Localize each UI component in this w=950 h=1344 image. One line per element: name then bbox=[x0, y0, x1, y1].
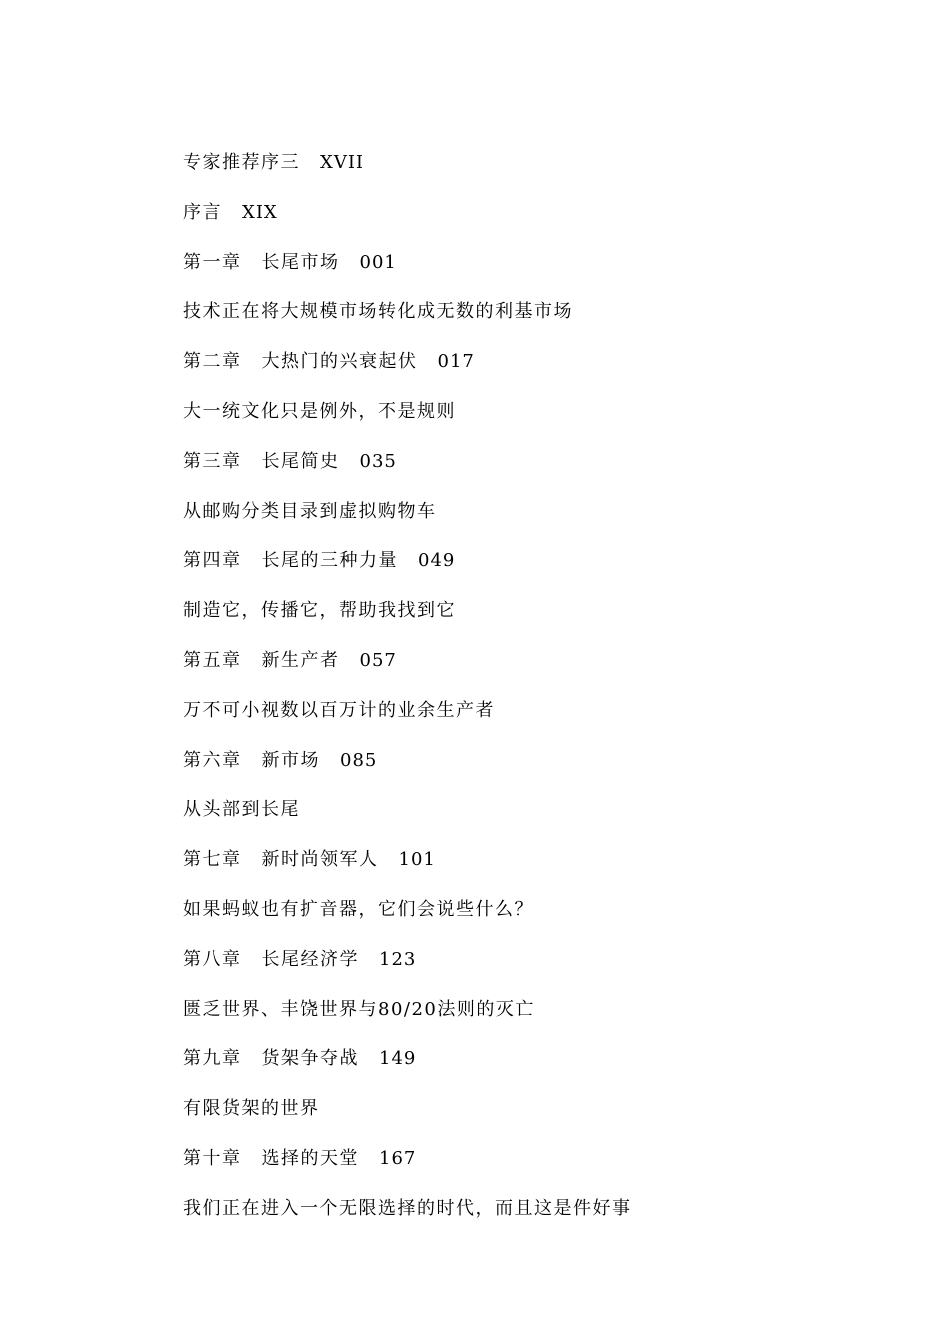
toc-label: 第六章 bbox=[183, 749, 242, 771]
toc-chapter-title: 新时尚领军人 bbox=[261, 849, 379, 871]
toc-page-number: 035 bbox=[359, 450, 397, 472]
toc-page-number: 167 bbox=[379, 1147, 417, 1169]
table-of-contents bbox=[183, 149, 883, 1245]
toc-subtitle-chapter-6: 从头部到长尾 bbox=[183, 799, 300, 821]
toc-subtitle-chapter-8: 匮乏世界、丰饶世界与80/20法则的灭亡 bbox=[183, 998, 535, 1020]
toc-entry-chapter-4 bbox=[183, 547, 883, 597]
toc-page-number: XVII bbox=[320, 152, 365, 173]
toc-entry-chapter-6 bbox=[183, 747, 883, 797]
toc-entry-chapter-2 bbox=[183, 348, 883, 398]
toc-chapter-title: 新生产者 bbox=[261, 649, 340, 671]
toc-label: 第四章 bbox=[183, 550, 242, 572]
toc-page-number: 101 bbox=[398, 849, 436, 871]
toc-chapter-title: 长尾市场 bbox=[261, 251, 340, 273]
toc-chapter-title: 大热门的兴衰起伏 bbox=[261, 351, 418, 373]
toc-entry-chapter-9 bbox=[183, 1045, 883, 1095]
toc-entry-preface bbox=[183, 199, 883, 249]
toc-page-number: 149 bbox=[379, 1048, 417, 1070]
toc-chapter-title: 货架争夺战 bbox=[261, 1048, 359, 1070]
toc-label: 第五章 bbox=[183, 649, 242, 671]
toc-chapter-title: 新市场 bbox=[261, 749, 320, 771]
toc-entry-chapter-10 bbox=[183, 1145, 883, 1195]
toc-chapter-title: 长尾的三种力量 bbox=[261, 550, 398, 572]
toc-chapter-title: 选择的天堂 bbox=[261, 1147, 359, 1169]
toc-label: 第七章 bbox=[183, 849, 242, 871]
toc-subtitle-chapter-7: 如果蚂蚁也有扩音器，它们会说些什么？ bbox=[183, 898, 534, 920]
toc-entry-chapter-5 bbox=[183, 647, 883, 697]
toc-subtitle-chapter-9: 有限货架的世界 bbox=[183, 1098, 320, 1120]
toc-subtitle-chapter-10: 我们正在进入一个无限选择的时代，而且这是件好事 bbox=[183, 1197, 632, 1219]
toc-label: 第三章 bbox=[183, 450, 242, 472]
toc-entry-chapter-8 bbox=[183, 946, 883, 996]
toc-entry-foreword-3 bbox=[183, 149, 883, 199]
toc-chapter-title: 长尾简史 bbox=[261, 450, 340, 472]
toc-subtitle-chapter-4: 制造它，传播它，帮助我找到它 bbox=[183, 600, 456, 622]
toc-page-number: 057 bbox=[359, 649, 397, 671]
toc-page-number: 017 bbox=[437, 351, 475, 373]
toc-label: 第九章 bbox=[183, 1048, 242, 1070]
toc-label: 序言 bbox=[183, 201, 222, 223]
toc-label: 第十章 bbox=[183, 1147, 242, 1169]
toc-label: 第二章 bbox=[183, 351, 242, 373]
toc-chapter-title: 长尾经济学 bbox=[261, 948, 359, 970]
toc-entry-chapter-7 bbox=[183, 846, 883, 896]
toc-label: 专家推荐序三 bbox=[183, 152, 300, 173]
toc-entry-chapter-1 bbox=[183, 249, 883, 299]
toc-label: 第八章 bbox=[183, 948, 242, 970]
toc-page-number: 049 bbox=[418, 550, 456, 572]
toc-label: 第一章 bbox=[183, 251, 242, 273]
toc-subtitle-chapter-3: 从邮购分类目录到虚拟购物车 bbox=[183, 500, 437, 522]
toc-page-number: XIX bbox=[242, 201, 278, 223]
toc-subtitle-chapter-2: 大一统文化只是例外，不是规则 bbox=[183, 400, 456, 422]
toc-page-number: 001 bbox=[359, 251, 397, 273]
toc-subtitle-chapter-1: 技术正在将大规模市场转化成无数的利基市场 bbox=[183, 301, 573, 323]
toc-subtitle-chapter-5: 万不可小视数以百万计的业余生产者 bbox=[183, 699, 495, 721]
toc-page-number: 085 bbox=[340, 749, 378, 771]
toc-entry-chapter-3 bbox=[183, 448, 883, 498]
toc-page-number: 123 bbox=[379, 948, 417, 970]
